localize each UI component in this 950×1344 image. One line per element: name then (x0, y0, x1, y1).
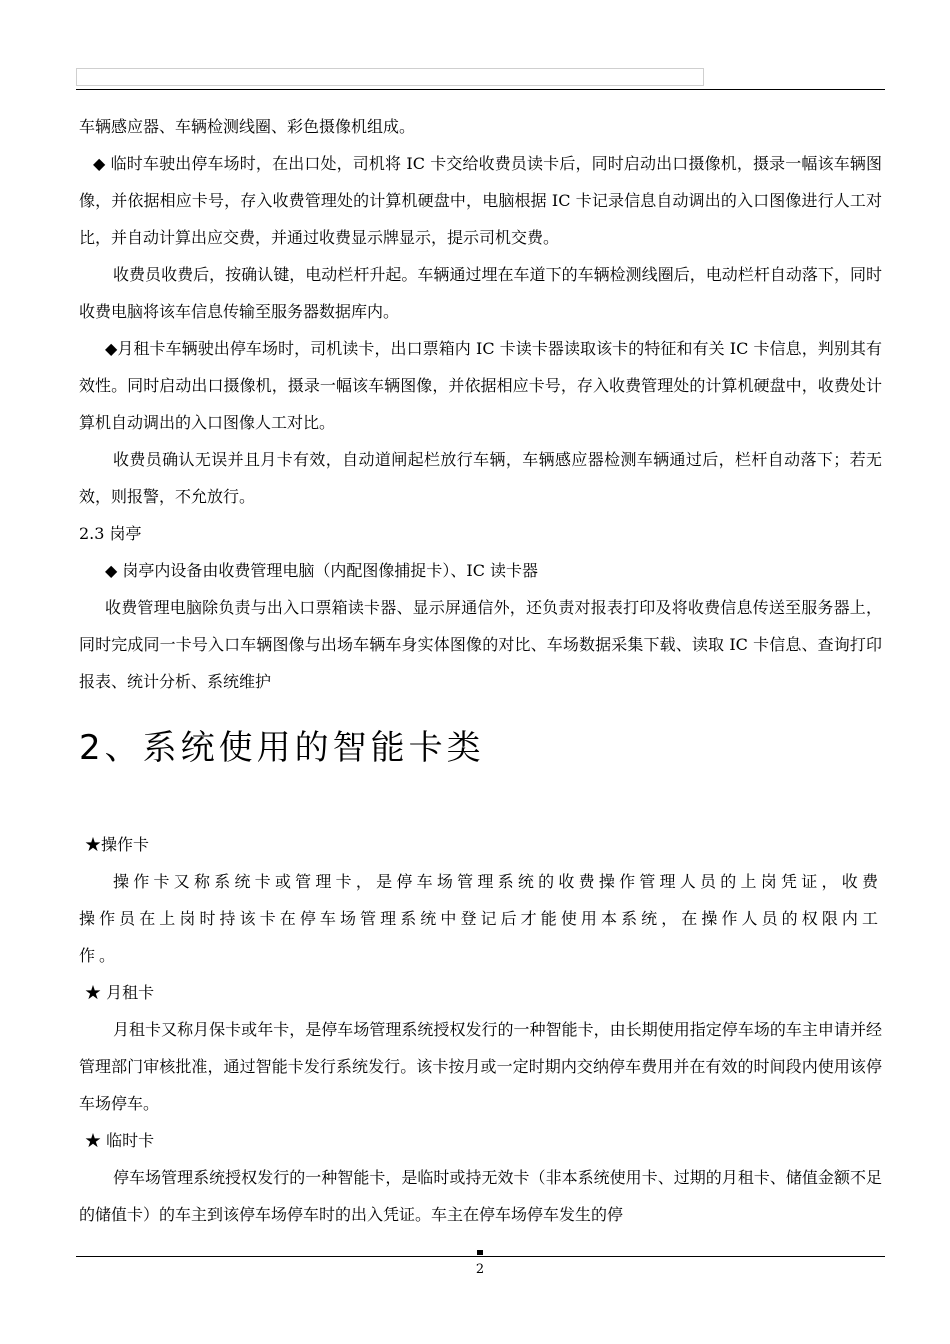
card-heading-monthly: ★ 月租卡 (85, 983, 155, 1002)
card-heading-operator: ★操作卡 (85, 835, 150, 854)
paragraph: 收费管理电脑除负责与出入口票箱读卡器、显示屏通信外，还负责对报表打印及将收费信息传送至服务器上，同时完成同一卡号入口车辆图像与出场车辆车身实体图像的对比、车场数据采集下载、读取 IC 卡信息、查询打印报表、统计分析、系统维护 (79, 598, 882, 691)
page-body (79, 108, 882, 1233)
card-text-monthly: 月租卡又称月保卡或年卡，是停车场管理系统授权发行的一种智能卡，由长期使用指定停车场的车主申请并经管理部门审核批准，通过智能卡发行系统发行。该卡按月或一定时期内交纳停车费用并在有效的时间段内使用该停车场停车。 (79, 1020, 882, 1113)
paragraph: 收费员确认无误并且月卡有效，自动道闸起栏放行车辆，车辆感应器检测车辆通过后，栏杆自动落下；若无效，则报警，不允放行。 (79, 450, 882, 506)
page-number: 2 (475, 1262, 485, 1277)
paragraph: 车辆感应器、车辆检测线圈、彩色摄像机组成。 (79, 117, 416, 136)
footer-rule (76, 1256, 885, 1257)
card-text-temporary: 停车场管理系统授权发行的一种智能卡，是临时或持无效卡（非本系统使用卡、过期的月租卡、储值金额不足的储值卡）的车主到该停车场停车时的出入凭证。车主在停车场停车发生的停 (79, 1168, 882, 1224)
paragraph-bullet-booth-equipment: ◆ 岗亭内设备由收费管理电脑（内配图像捕捉卡）、IC 读卡器 (105, 561, 539, 580)
card-text-operator: 操作卡又称系统卡或管理卡，是停车场管理系统的收费操作管理人员的上岗凭证，收费操作员在上岗时持该卡在停车场管理系统中登记后才能使用本系统，在操作人员的权限内工作。 (79, 872, 882, 965)
paragraph-bullet-monthly-car-exit: ◆月租卡车辆驶出停车场时，司机读卡，出口票箱内 IC 卡读卡器读取该卡的特征和有关 IC 卡信息，判别其有效性。同时启动出口摄像机，摄录一幅该车辆图像，并依据相应卡号，存入收费管理处的计算机硬盘中，收费处计算机自动调出的入口图像人工对比。 (79, 339, 882, 432)
header-box (76, 68, 704, 86)
paragraph: 收费员收费后，按确认键，电动栏杆升起。车辆通过埋在车道下的车辆检测线圈后，电动栏杆自动落下，同时收费电脑将该车信息传输至服务器数据库内。 (79, 265, 882, 321)
paragraph-bullet-temp-car-exit: ◆ 临时车驶出停车场时，在出口处，司机将 IC 卡交给收费员读卡后，同时启动出口摄像机，摄录一幅该车辆图像，并依据相应卡号，存入收费管理处的计算机硬盘中，电脑根据 IC 卡记录信息自动调出的入口图像进行人工对比，并自动计算出应交费，并通过收费显示牌显示，提示司机交费。 (79, 154, 882, 247)
footer-mark (477, 1250, 483, 1255)
subsection-heading: 2.3 岗亭 (79, 524, 142, 543)
spacer (79, 774, 882, 826)
header-rule (76, 89, 885, 90)
section-title: 2、系统使用的智能卡类 (79, 728, 485, 768)
card-heading-temporary: ★ 临时卡 (85, 1131, 155, 1150)
